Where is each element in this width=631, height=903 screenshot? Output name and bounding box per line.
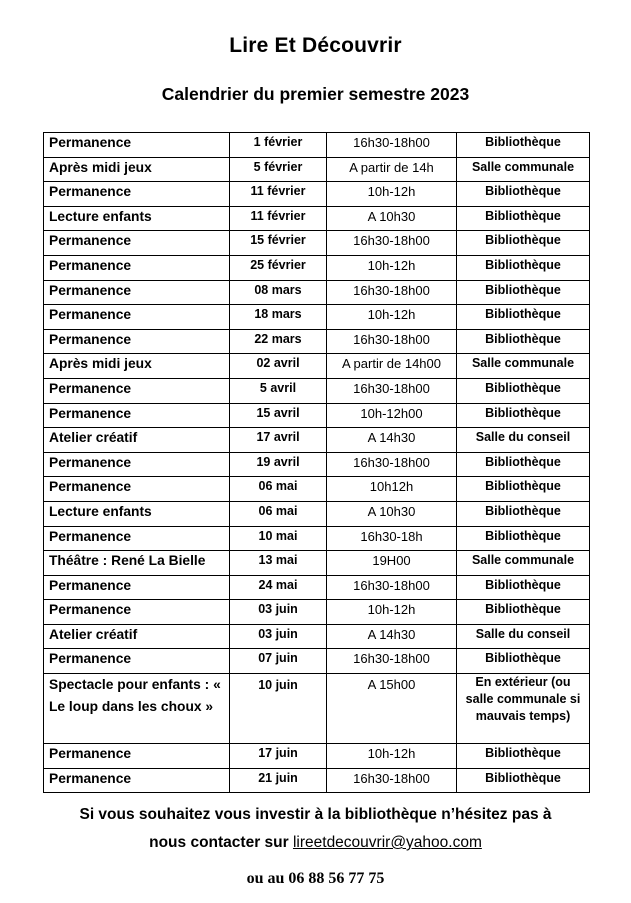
activity-cell: Permanence	[44, 768, 230, 793]
email-link[interactable]: lireetdecouvrir@yahoo.com	[292, 834, 482, 851]
place-cell: Bibliothèque	[457, 133, 590, 158]
table-row	[44, 674, 590, 744]
place-cell: Salle communale	[457, 354, 590, 379]
time-cell: 16h30-18h00	[327, 329, 457, 354]
table-row	[44, 305, 590, 330]
time-cell: 16h30-18h00	[327, 231, 457, 256]
date-cell: 03 juin	[230, 624, 327, 649]
date-cell: 5 avril	[230, 378, 327, 403]
time-cell: 10h-12h	[327, 182, 457, 207]
place-cell: Bibliothèque	[457, 231, 590, 256]
place-cell: Bibliothèque	[457, 206, 590, 231]
table-row	[44, 501, 590, 526]
time-cell: 16h30-18h00	[327, 378, 457, 403]
time-cell: A 14h30	[327, 428, 457, 453]
date-cell: 21 juin	[230, 768, 327, 793]
footer-contact	[0, 834, 631, 852]
table-row	[44, 477, 590, 502]
activity-cell: Théâtre : René La Bielle	[44, 551, 230, 576]
place-cell: En extérieur (ou salle communale si mauvais temps)	[457, 674, 590, 744]
time-cell: A 15h00	[327, 674, 457, 744]
place-cell: Bibliothèque	[457, 452, 590, 477]
table-row	[44, 452, 590, 477]
place-cell: Bibliothèque	[457, 768, 590, 793]
place-cell: Salle communale	[457, 551, 590, 576]
date-cell: 17 juin	[230, 744, 327, 769]
time-cell: A 10h30	[327, 501, 457, 526]
table-row	[44, 231, 590, 256]
date-cell: 08 mars	[230, 280, 327, 305]
activity-cell: Spectacle pour enfants : « Le loup dans les choux »	[44, 674, 230, 744]
table-row	[44, 649, 590, 674]
time-cell: A 14h30	[327, 624, 457, 649]
time-cell: 10h-12h	[327, 305, 457, 330]
time-cell: 10h12h	[327, 477, 457, 502]
place-cell: Bibliothèque	[457, 305, 590, 330]
table-row	[44, 182, 590, 207]
place-cell: Bibliothèque	[457, 744, 590, 769]
place-cell: Bibliothèque	[457, 477, 590, 502]
table-row	[44, 354, 590, 379]
table-row	[44, 280, 590, 305]
activity-cell: Lecture enfants	[44, 501, 230, 526]
place-cell: Bibliothèque	[457, 182, 590, 207]
date-cell: 18 mars	[230, 305, 327, 330]
footer-contact-prefix: nous contacter sur	[149, 834, 293, 851]
time-cell: 16h30-18h00	[327, 133, 457, 158]
table-row	[44, 575, 590, 600]
table-row	[44, 206, 590, 231]
time-cell: A partir de 14h	[327, 157, 457, 182]
table-row	[44, 526, 590, 551]
time-cell: A 10h30	[327, 206, 457, 231]
place-cell: Bibliothèque	[457, 526, 590, 551]
activity-cell: Permanence	[44, 403, 230, 428]
date-cell: 11 février	[230, 182, 327, 207]
activity-cell: Permanence	[44, 526, 230, 551]
activity-cell: Après midi jeux	[44, 354, 230, 379]
activity-cell: Permanence	[44, 452, 230, 477]
place-cell: Bibliothèque	[457, 501, 590, 526]
activity-cell: Permanence	[44, 231, 230, 256]
time-cell: 16h30-18h00	[327, 575, 457, 600]
activity-cell: Permanence	[44, 378, 230, 403]
place-cell: Bibliothèque	[457, 378, 590, 403]
time-cell: 10h-12h	[327, 255, 457, 280]
time-cell: 19H00	[327, 551, 457, 576]
activity-cell: Après midi jeux	[44, 157, 230, 182]
activity-cell: Permanence	[44, 133, 230, 158]
place-cell: Bibliothèque	[457, 255, 590, 280]
place-cell: Bibliothèque	[457, 280, 590, 305]
activity-cell: Permanence	[44, 280, 230, 305]
date-cell: 19 avril	[230, 452, 327, 477]
activity-cell: Permanence	[44, 477, 230, 502]
table-row	[44, 768, 590, 793]
calendar-table	[43, 132, 590, 793]
activity-cell: Atelier créatif	[44, 428, 230, 453]
table-row	[44, 744, 590, 769]
footer-invitation: Si vous souhaitez vous investir à la bibliothèque n’hésitez pas à	[79, 806, 552, 823]
activity-cell: Permanence	[44, 329, 230, 354]
place-cell: Bibliothèque	[457, 403, 590, 428]
table-row	[44, 403, 590, 428]
place-cell: Bibliothèque	[457, 329, 590, 354]
time-cell: 10h-12h00	[327, 403, 457, 428]
date-cell: 5 février	[230, 157, 327, 182]
table-row	[44, 329, 590, 354]
date-cell: 11 février	[230, 206, 327, 231]
activity-cell: Atelier créatif	[44, 624, 230, 649]
table-row	[44, 133, 590, 158]
activity-cell: Permanence	[44, 600, 230, 625]
place-cell: Salle communale	[457, 157, 590, 182]
date-cell: 06 mai	[230, 477, 327, 502]
table-row	[44, 428, 590, 453]
time-cell: 16h30-18h00	[327, 768, 457, 793]
activity-cell: Permanence	[44, 575, 230, 600]
activity-cell: Lecture enfants	[44, 206, 230, 231]
date-cell: 25 février	[230, 255, 327, 280]
activity-cell: Permanence	[44, 182, 230, 207]
table-row	[44, 624, 590, 649]
table-row	[44, 378, 590, 403]
date-cell: 07 juin	[230, 649, 327, 674]
date-cell: 15 février	[230, 231, 327, 256]
time-cell: 16h30-18h	[327, 526, 457, 551]
date-cell: 13 mai	[230, 551, 327, 576]
place-cell: Salle du conseil	[457, 428, 590, 453]
date-cell: 15 avril	[230, 403, 327, 428]
activity-cell: Permanence	[44, 305, 230, 330]
place-cell: Bibliothèque	[457, 600, 590, 625]
date-cell: 06 mai	[230, 501, 327, 526]
activity-cell: Permanence	[44, 649, 230, 674]
activity-cell: Permanence	[44, 744, 230, 769]
time-cell: A partir de 14h00	[327, 354, 457, 379]
date-cell: 10 juin	[230, 674, 327, 744]
date-cell: 24 mai	[230, 575, 327, 600]
date-cell: 03 juin	[230, 600, 327, 625]
date-cell: 1 février	[230, 133, 327, 158]
time-cell: 10h-12h	[327, 600, 457, 625]
time-cell: 16h30-18h00	[327, 280, 457, 305]
calendar-body	[44, 133, 590, 793]
table-row	[44, 157, 590, 182]
time-cell: 16h30-18h00	[327, 452, 457, 477]
place-cell: Bibliothèque	[457, 575, 590, 600]
activity-cell: Permanence	[44, 255, 230, 280]
table-row	[44, 255, 590, 280]
place-cell: Bibliothèque	[457, 649, 590, 674]
time-cell: 10h-12h	[327, 744, 457, 769]
date-cell: 02 avril	[230, 354, 327, 379]
table-row	[44, 551, 590, 576]
table-row	[44, 600, 590, 625]
date-cell: 10 mai	[230, 526, 327, 551]
document-title: Lire Et Découvrir	[229, 34, 402, 57]
place-cell: Salle du conseil	[457, 624, 590, 649]
document-subtitle: Calendrier du premier semestre 2023	[161, 84, 470, 104]
time-cell: 16h30-18h00	[327, 649, 457, 674]
date-cell: 17 avril	[230, 428, 327, 453]
footer-phone: ou au 06 88 56 77 75	[246, 870, 385, 887]
date-cell: 22 mars	[230, 329, 327, 354]
